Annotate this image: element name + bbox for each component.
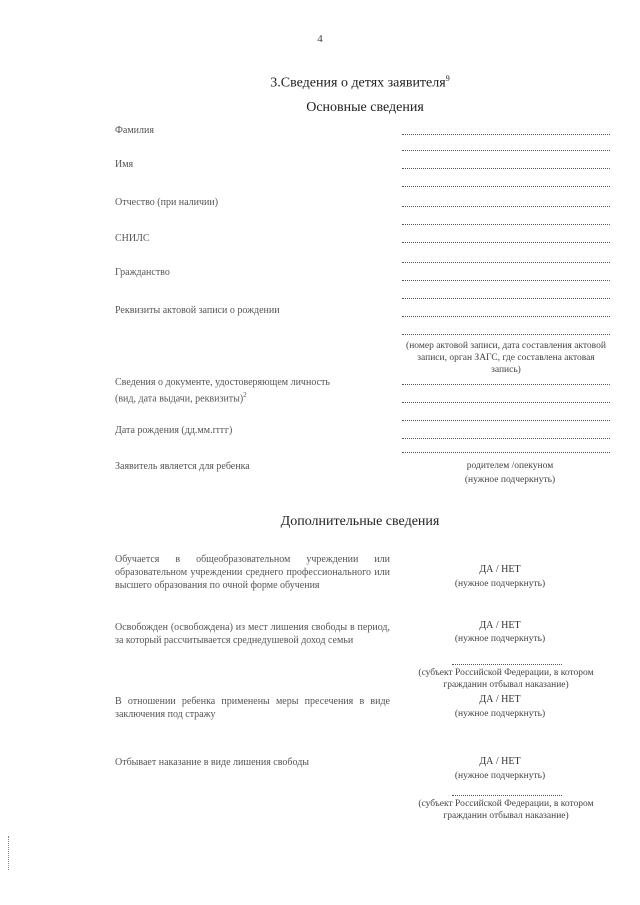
birth-record-hint: (номер актовой записи, дата составления актовой записи, орган ЗАГС, где составлена актовая запись) <box>406 341 606 375</box>
label-relation: Заявитель является для ребенка <box>115 461 250 472</box>
relation-options[interactable]: родителем /опекуном <box>466 461 554 471</box>
fill-line[interactable] <box>402 334 610 335</box>
fill-line[interactable] <box>402 402 610 403</box>
detained-yes-no[interactable]: ДА / НЕТ <box>479 694 521 705</box>
basic-heading: Основные сведения <box>306 100 424 115</box>
studies-hint: (нужное подчеркнуть) <box>454 579 546 589</box>
label-detained: В отношении ребенка применены меры пресечения в виде заключения под стражу <box>115 696 390 720</box>
label-studies: Обучается в общеобразовательном учреждении или образовательном учреждении среднего профессионального или высшего образования по очной форме обучения <box>115 554 390 591</box>
serving-region-line[interactable] <box>452 795 562 796</box>
additional-heading: Дополнительные сведения <box>280 514 440 529</box>
id-doc-field-line[interactable] <box>402 384 610 385</box>
label-released: Освобожден (освобождена) из мест лишения свободы в период, за который рассчитывается среднедушевой доход семьи <box>115 622 390 646</box>
label-patronymic: Отчество (при наличии) <box>115 197 219 208</box>
label-birth-record: Реквизиты актовой записи о рождении <box>115 305 280 316</box>
surname-field-line[interactable] <box>402 134 610 135</box>
label-name: Имя <box>115 159 134 170</box>
fill-line[interactable] <box>402 298 610 299</box>
label-birth-date: Дата рождения (дд.мм.гггг) <box>115 425 233 436</box>
label-id-doc-line2: (вид, дата выдачи, реквизиты) <box>115 393 244 405</box>
section-title <box>0 74 640 92</box>
serving-yes-no[interactable]: ДА / НЕТ <box>479 756 521 767</box>
relation-hint: (нужное подчеркнуть) <box>464 475 556 485</box>
birth-record-field-line[interactable] <box>402 316 610 317</box>
patronymic-field-line[interactable] <box>402 206 610 207</box>
label-snils: СНИЛС <box>115 233 150 244</box>
fill-line[interactable] <box>402 452 610 453</box>
label-id-doc-line2-wrap <box>115 389 330 405</box>
title-footnote: 9 <box>445 74 450 83</box>
released-region-hint: (субъект Российской Федерации, в котором гражданин отбывал наказание) <box>418 668 594 690</box>
page-number: 4 <box>317 33 323 45</box>
detained-hint: (нужное подчеркнуть) <box>454 709 546 719</box>
fill-line[interactable] <box>402 150 610 151</box>
birth-date-field-line[interactable] <box>402 420 610 421</box>
fill-line[interactable] <box>402 438 610 439</box>
released-yes-no[interactable]: ДА / НЕТ <box>479 620 521 631</box>
name-field-line[interactable] <box>402 168 610 169</box>
released-region-line[interactable] <box>452 664 562 665</box>
snils-field-line[interactable] <box>402 242 610 243</box>
label-serving: Отбывает наказание в виде лишения свободы <box>115 757 310 768</box>
serving-hint: (нужное подчеркнуть) <box>454 771 546 781</box>
label-id-doc-line1: Сведения о документе, удостоверяющем личность <box>115 377 330 388</box>
fill-line[interactable] <box>402 224 610 225</box>
studies-yes-no[interactable]: ДА / НЕТ <box>479 564 521 575</box>
section-title-text: 3.Сведения о детях заявителя <box>270 75 446 91</box>
serving-region-hint: (субъект Российской Федерации, в котором гражданин отбывал наказание) <box>418 799 594 821</box>
citizenship-field-line[interactable] <box>402 280 610 281</box>
label-id-doc <box>115 376 330 405</box>
released-hint: (нужное подчеркнуть) <box>454 634 546 644</box>
scan-margin-mark <box>8 836 9 870</box>
fill-line[interactable] <box>402 186 610 187</box>
label-surname: Фамилия <box>115 125 154 136</box>
id-doc-footnote: 2 <box>243 391 247 399</box>
label-citizenship: Гражданство <box>115 267 170 278</box>
fill-line[interactable] <box>402 262 610 263</box>
